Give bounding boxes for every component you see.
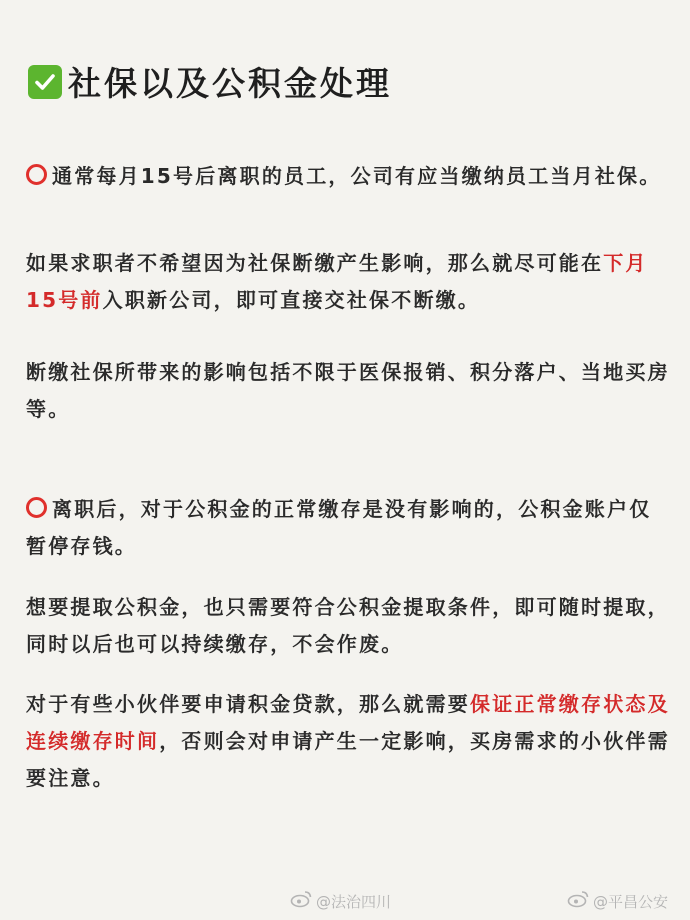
paragraph-1-text: 通常每月15号后离职的员工，公司有应当缴纳员工当月社保。	[52, 164, 662, 188]
weibo-icon	[567, 890, 589, 912]
paragraph-5	[26, 589, 670, 663]
paragraph-6	[26, 686, 670, 797]
watermark-1-text: @法治四川	[316, 892, 392, 911]
red-circle-icon	[26, 164, 47, 185]
paragraph-6-text-end: ，否则会对申请产生一定影响，买房需求的小伙伴需要注意。	[26, 729, 670, 790]
paragraph-6-highlight: 保证正常缴存状态及连续缴存时间	[26, 692, 670, 753]
watermark-2-text: @平昌公安	[593, 892, 669, 911]
paragraph-2	[26, 245, 670, 319]
paragraph-6-text: 对于有些小伙伴要申请积金贷款，那么就需要	[26, 692, 470, 716]
title-text: 社保以及公积金处理	[68, 64, 392, 103]
paragraph-4-text: 离职后，对于公积金的正常缴存是没有影响的，公积金账户仅暂停存钱。	[26, 497, 652, 558]
red-circle-icon	[26, 497, 47, 518]
paragraph-4	[26, 491, 670, 565]
watermark-2	[567, 890, 668, 912]
watermark-1	[290, 890, 391, 912]
paragraph-3-text: 断缴社保所带来的影响包括不限于医保报销、积分落户、当地买房等。	[26, 360, 670, 421]
paragraph-2-highlight: 下月15号前	[26, 251, 648, 312]
paragraph-2-text: 如果求职者不希望因为社保断缴产生影响，那么就尽可能在	[26, 251, 604, 275]
paragraph-2-text-end: 入职新公司，即可直接交社保不断缴。	[102, 288, 481, 312]
paragraph-3	[26, 354, 670, 428]
weibo-icon	[290, 890, 312, 912]
check-mark-button-icon	[28, 65, 62, 99]
paragraph-1	[26, 158, 670, 195]
paragraph-5-text: 想要提取公积金，也只需要符合公积金提取条件，即可随时提取，同时以后也可以持续缴存，不会作废。	[26, 595, 670, 656]
page-title	[28, 58, 392, 105]
